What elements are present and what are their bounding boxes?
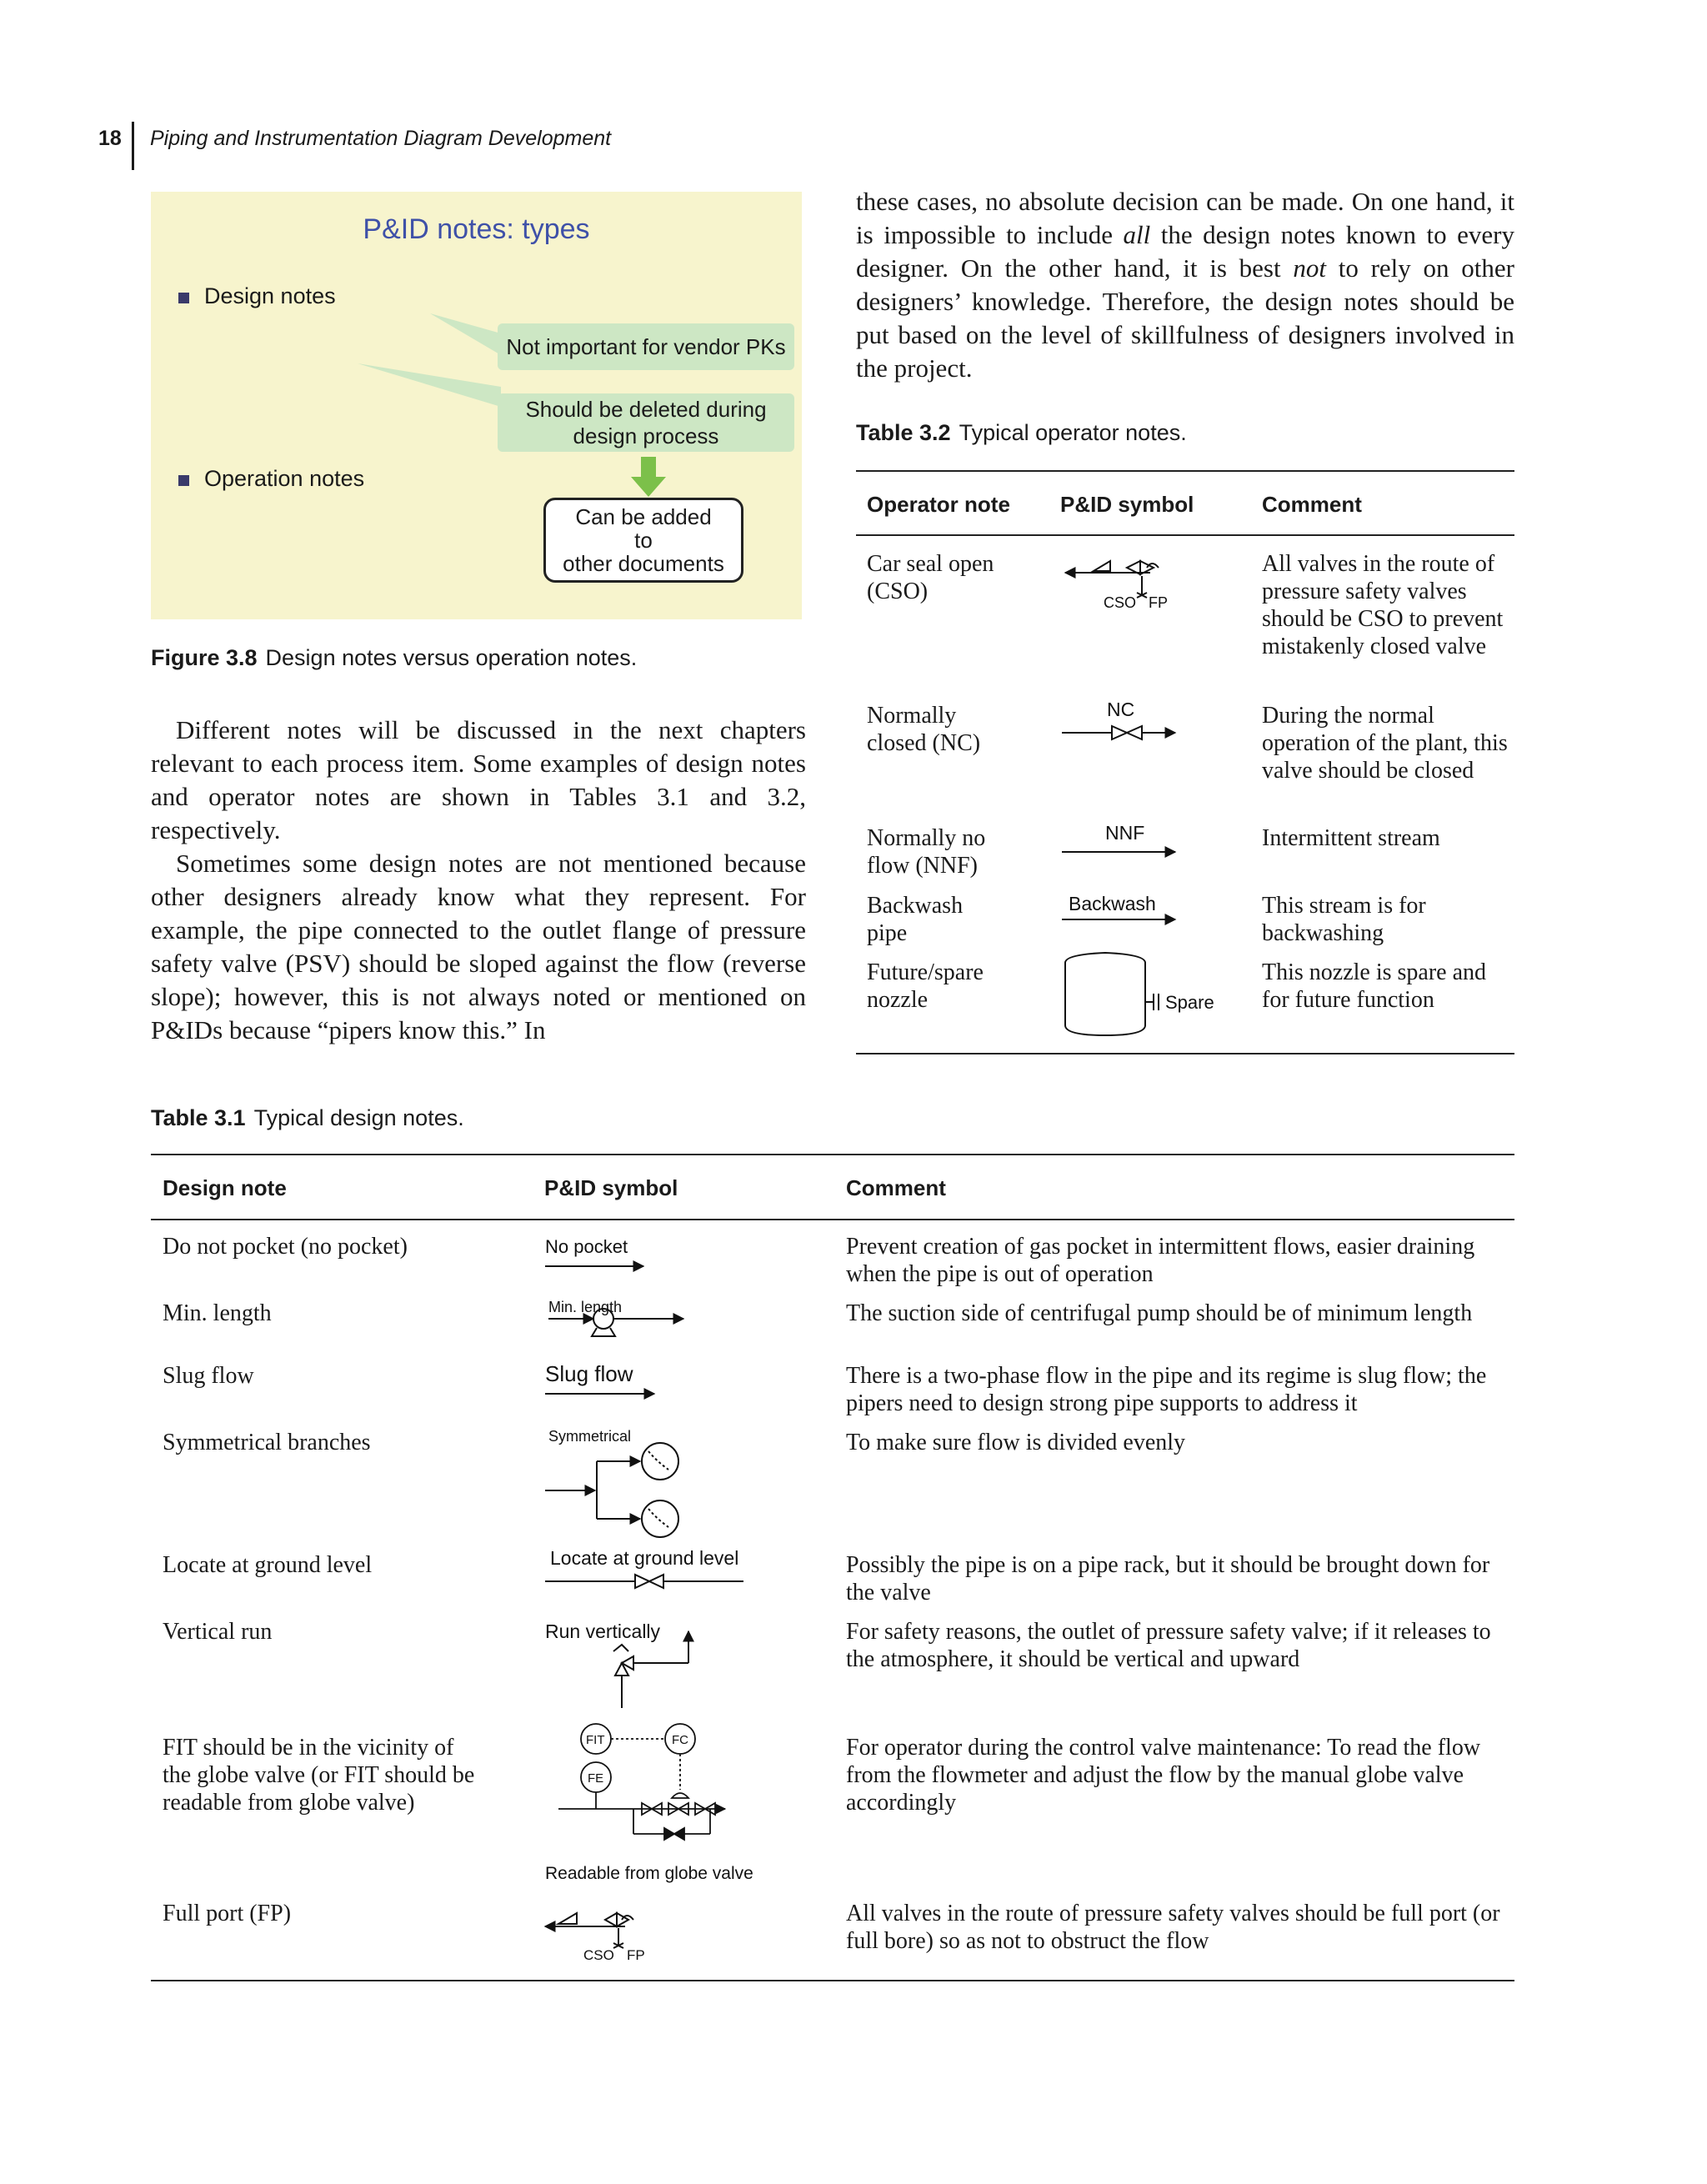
note-line: Normally — [867, 703, 957, 729]
note-line: closed (NC) — [867, 730, 981, 756]
fit-label: FIT — [586, 1733, 605, 1747]
table-row-note: Slug flow — [163, 1363, 254, 1389]
table-3-1-symbols — [533, 1221, 808, 1971]
paragraph: Different notes will be discussed in the next chapters relevant to each process item. Some examples of design notes and operator notes are shown in Tables 3.1 and 3.2, respectively. — [151, 715, 806, 844]
box-added-line3: other documents — [563, 551, 724, 576]
note-line: flow (NNF) — [867, 853, 978, 879]
cso-label: CSO — [583, 1947, 614, 1963]
table-row-note — [867, 702, 980, 757]
fe-label: FE — [588, 1771, 604, 1786]
note-line: Normally no — [867, 825, 986, 851]
bullet-operation-notes: Operation notes — [204, 466, 365, 491]
symmetrical-branches-icon — [545, 1443, 678, 1537]
table-row-note — [867, 892, 963, 947]
table-row-note — [867, 550, 994, 605]
cso-label: CSO — [1104, 594, 1137, 611]
spare-label: Spare — [1165, 992, 1214, 1013]
table-row-comment: There is a two-phase flow in the pipe and its regime is slug flow; the pipers need to design strong pipe supports to address it — [846, 1363, 1487, 1416]
page-number: 18 — [98, 127, 122, 150]
table-rule-bottom — [856, 1053, 1514, 1054]
box-added-line1: Can be added — [575, 504, 712, 529]
slug-flow-label: Slug flow — [545, 1361, 633, 1386]
table-row-comment: Possibly the pipe is on a pipe rack, but it should be brought down for the valve — [846, 1552, 1490, 1605]
note-line: Backwash — [867, 893, 964, 919]
box-deleted-line2: design process — [573, 423, 719, 448]
table-row-note — [867, 824, 985, 879]
body-text-right — [856, 185, 1514, 385]
bullet-design-notes: Design notes — [204, 283, 336, 308]
note-line: pipe — [867, 920, 908, 946]
table-3-2-caption — [856, 420, 1187, 446]
table-header-cell: Operator note — [867, 492, 1010, 517]
table-3-2-symbols — [1050, 538, 1250, 1046]
run-vertically-label: Run vertically — [545, 1620, 661, 1642]
callout-pointer-deleted — [358, 363, 501, 407]
box-deleted — [498, 393, 794, 452]
table-header-cell: P&ID symbol — [1060, 492, 1194, 517]
figure-caption — [151, 645, 637, 671]
header-rule — [132, 122, 134, 170]
table-rule-top — [856, 470, 1514, 472]
table-3-1-caption — [151, 1105, 464, 1131]
table-row-note: Vertical run — [163, 1619, 273, 1645]
text-run: the design notes known to every designer. On the other hand, it is best — [856, 220, 1514, 283]
callout-pointer-vendor — [430, 313, 501, 355]
note-line: Future/spare — [867, 959, 984, 985]
table-row-comment: All valves in the route of pressure safety valves should be CSO to prevent mistakenly closed valve — [1262, 551, 1504, 659]
table-caption-label: Table 3.1 — [151, 1105, 246, 1130]
table-row-comment: For safety reasons, the outlet of pressure safety valve; if it releases to the atmosphere, it should be vertical and upward — [846, 1619, 1491, 1672]
figure-title: P&ID notes: types — [363, 213, 590, 245]
table-rule-top — [151, 1154, 1514, 1155]
table-row-comment: Prevent creation of gas pocket in intermittent flows, easier draining when the pipe is out of operation — [846, 1234, 1475, 1287]
no-pocket-label: No pocket — [545, 1236, 628, 1257]
down-arrow-shaft — [641, 457, 656, 478]
table-row-comment: This stream is for backwashing — [1262, 893, 1426, 946]
nc-label: NC — [1107, 699, 1135, 720]
ground-level-valve-icon — [545, 1575, 743, 1588]
table-caption-label: Table 3.2 — [856, 420, 951, 445]
table-row-comment: The suction side of centrifugal pump should be of minimum length — [846, 1300, 1473, 1326]
box-deleted-line1: Should be deleted during — [525, 397, 767, 422]
table-row-comment: All valves in the route of pressure safety valves should be full port (or full bore) so as not to obstruct the flow — [846, 1901, 1500, 1954]
table-header-cell: P&ID symbol — [544, 1175, 678, 1200]
table-row-comment: Intermittent stream — [1262, 825, 1440, 851]
body-text-left — [151, 714, 806, 1047]
backwash-label: Backwash — [1069, 893, 1156, 914]
bullet-square-icon — [178, 293, 189, 303]
note-line: Car seal open — [867, 551, 994, 577]
table-header-cell: Comment — [1262, 492, 1362, 517]
min-length-label: Min. length — [548, 1299, 623, 1315]
table-row-note: FIT should be in the vicinity of the globe valve (or FIT should be readable from globe valve) — [163, 1735, 475, 1816]
emphasis: all — [1123, 220, 1151, 249]
table-rule-bottom — [151, 1980, 1514, 1981]
note-line: nozzle — [867, 987, 929, 1013]
table-row-comment: During the normal operation of the plant, this valve should be closed — [1262, 703, 1508, 784]
figure-caption-text: Design notes versus operation notes. — [265, 645, 638, 670]
symmetrical-label: Symmetrical — [548, 1428, 632, 1445]
table-row-note: Full port (FP) — [163, 1901, 292, 1926]
table-rule-header — [856, 534, 1514, 536]
text-run: to rely on other designers’ knowledge. Therefore, the design notes should be put based on the level of skillfulness of designers involved in the project. — [856, 253, 1514, 383]
cso-valve-symbol — [1065, 561, 1159, 598]
table-row-comment: To make sure flow is divided evenly — [846, 1430, 1186, 1455]
table-row-note: Locate at ground level — [163, 1552, 373, 1578]
spare-nozzle-vessel — [1065, 953, 1159, 1035]
emphasis: not — [1293, 253, 1326, 283]
table-row-comment: For operator during the control valve maintenance: To read the flow from the flowmeter and adjust the flow by the manual globe valve accordingly — [846, 1735, 1481, 1816]
nnf-label: NNF — [1105, 822, 1145, 844]
running-title: Piping and Instrumentation Diagram Development — [150, 127, 612, 150]
ground-level-label: Locate at ground level — [550, 1547, 739, 1569]
table-row-note: Min. length — [163, 1300, 272, 1326]
box-vendor: Not important for vendor PKs — [498, 323, 794, 370]
full-port-valve-icon — [545, 1913, 633, 1948]
note-line: (CSO) — [867, 579, 929, 604]
table-row-note — [867, 959, 984, 1014]
table-caption-text: Typical design notes. — [253, 1105, 464, 1130]
fp-label: FP — [627, 1947, 645, 1963]
table-header-cell: Comment — [846, 1175, 946, 1200]
fp-label: FP — [1149, 594, 1169, 611]
fit-globe-valve-icon — [558, 1724, 725, 1840]
table-row-comment: This nozzle is spare and for future function — [1262, 959, 1487, 1013]
down-arrow-icon — [631, 477, 666, 497]
table-row-note: Do not pocket (no pocket) — [163, 1234, 408, 1260]
text-run: these cases, no absolute decision can be made. On one hand, it is impossible to include — [856, 187, 1514, 249]
psv-vertical-icon — [613, 1631, 688, 1708]
bullet-square-icon — [178, 475, 189, 486]
readable-label: Readable from globe valve — [545, 1864, 753, 1883]
table-row-note: Symmetrical branches — [163, 1430, 371, 1455]
fc-label: FC — [672, 1733, 688, 1747]
box-added-line2: to — [634, 528, 653, 553]
table-rule-header — [151, 1219, 1514, 1220]
box-added — [543, 498, 743, 583]
nc-valve-symbol — [1062, 726, 1175, 739]
figure-3-8 — [151, 192, 802, 619]
figure-caption-label: Figure 3.8 — [151, 645, 258, 670]
paragraph: Sometimes some design notes are not mentioned because other designers already know what they represent. For example, the pipe connected to the outlet flange of pressure safety valve (PSV) should be sloped against the flow (reverse slope); however, this is not always noted or mentioned on P&IDs because “pipers know this.” In — [151, 849, 806, 1044]
table-caption-text: Typical operator notes. — [959, 420, 1187, 445]
table-header-cell: Design note — [163, 1175, 287, 1200]
